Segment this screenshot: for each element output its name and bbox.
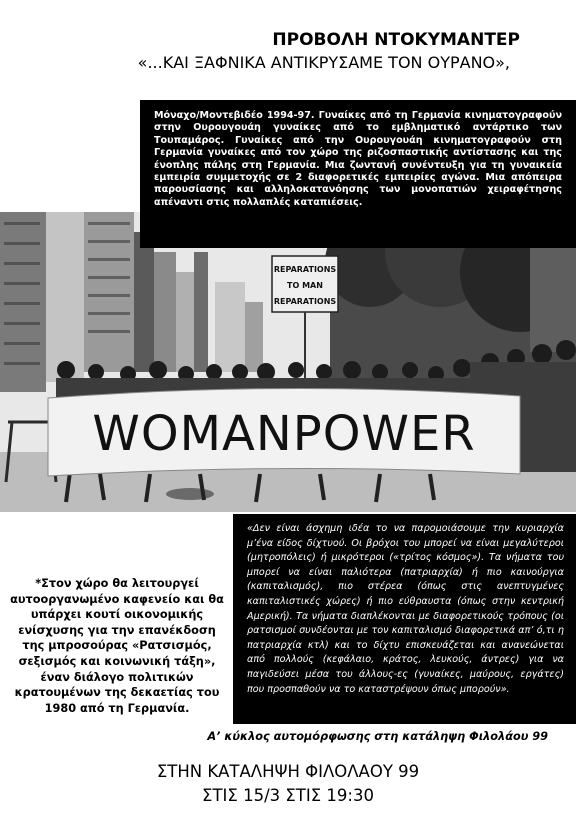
side-note: *Στον χώρο θα λειτουργεί αυτοοργανωμένο καφενείο και θα υπάρχει κουτί οικονομικής ενίσχυσης για την επανέκδοση της μπροσούρας «Ρατσισμός, σεξισμός και κοινωνική τάξη», έναν διάλογο πολιτικών κρατουμένων της δεκαετίας του 1980 από τη Γερμανία. — [10, 577, 224, 715]
page-title: ΠΡΟΒΟΛΗ ΝΤΟΚΥΜΑΝΤΕΡ — [272, 30, 520, 50]
womanpower-banner: WOMANPOWER — [92, 406, 476, 462]
event-location: ΣΤΗΝ ΚΑΤΑΛΗΨΗ ΦΙΛΟΛΑΟΥ 99 — [156, 762, 420, 781]
quote-text-box — [233, 514, 576, 724]
protest-photo — [0, 212, 576, 512]
sign-line-1: REPARATIONS — [273, 265, 337, 274]
documentary-subtitle: «...ΚΑΙ ΞΑΦΝΙΚΑ ΑΝΤΙΚΡΥΣΑΜΕ ΤΟΝ ΟΥΡΑΝΟ», — [137, 53, 510, 72]
sign-line-2: TO MAN — [287, 281, 323, 290]
sign-line-3: REPARATIONS — [273, 297, 337, 306]
quote-text: «Δεν είναι άσχημη ιδέα το να παρομοιάσουμε την κυριαρχία μ’ένα είδος δίχτυού. Οι βρόχοι του μπορεί να είναι μεγαλύτεροι (μητροπόλεις) ή μικρότεροι («τρίτος κόσμος»). Τα νήματα του μπορεί να είναι παλιότερα (πατριαρχία) ή πιο καινούργια (καπιταλισμός), πιο στέρεα (όπως στις ανεπτυγμένες καπιταλιστικές χώρες) ή πιο εύθραυστα (όπως στην κεντρική Αμερική). Τα νήματα διαπλέκονται με διαφορετικούς τρόπους (οι ρατσισμοί συνδέονται με τον καπιταλισμό διαφορετικά απ’ ό,τι η πατριαρχία κτλ) και το δίχτυ επισκευάζεται και ανανεώνεται από πολλούς (κεφάλαιο, κράτος, λευκούς, άντρες) για να παγιδεύσει μέσα του άλλους-ες (γυναίκες, μαύρους, εργάτες) που προσπαθούν να το καταστρέψουν όπως μπορούν». — [247, 523, 564, 695]
signature: Α’ κύκλος αυτομόρφωσης στη κατάληψη Φιλολάου 99 — [207, 730, 548, 743]
event-datetime: ΣΤΙΣ 15/3 ΣΤΙΣ 19:30 — [202, 786, 374, 805]
intro-text-box — [140, 100, 576, 248]
intro-text: Μόναχο/Μοντεβιδέο 1994-97. Γυναίκες από τη Γερμανία κινηματογραφούν στην Ουρουγουάη γυναίκες από το εμβληματικό αντάρτικο των Τουπαμάρος. Γυναίκες από την Ουρουγουάη κινηματογραφούν στη Γερμανία γυναίκες από τον χώρο της ριζοσπαστικής αντίστασης και της ένοπλης πάλης στη Γερμανία. Μια ζωντανή συνέντευξη για τη γυναικεία εμπειρία συμμετοχής σε 2 διαφορετικές εμπειρίες αγώνα. Μια απόπειρα παρουσίασης και αλληλοκατανόησης των μονοπατιών χειραφέτησης απέναντι στις πολλαπλές καταπιέσεις. — [154, 110, 562, 208]
